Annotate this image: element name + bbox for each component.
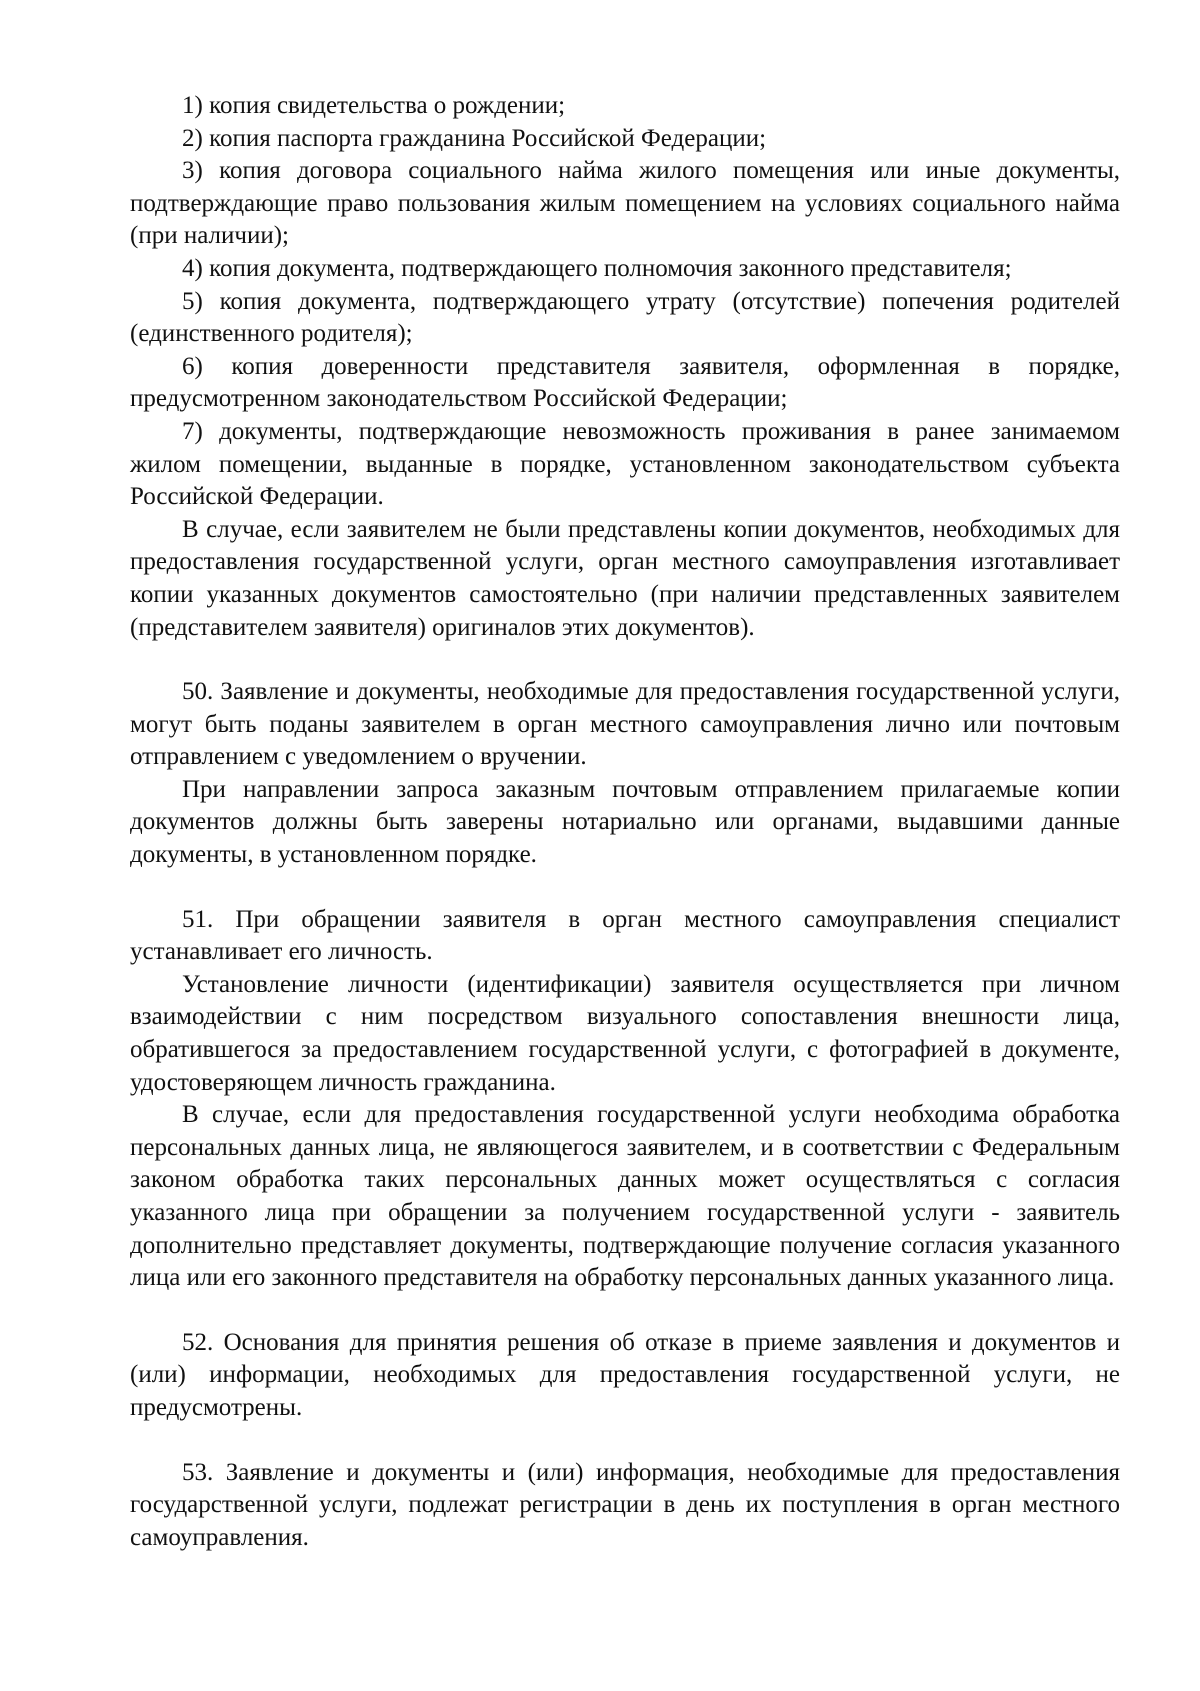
paragraph-mail-copies: При направлении запроса заказным почтовым отправлением прилагаемые копии документов должны быть заверены нотариально или органами, выдавшими данные документы, в установленном порядке.	[130, 775, 1120, 869]
clause-51: 51. При обращении заявителя в орган местного самоуправления специалист устанавливает его личность.	[130, 905, 1120, 966]
paragraph-personal-data: В случае, если для предоставления государственной услуги необходима обработка персональных данных лица, не являющегося заявителем, и в соответствии с Федеральным законом обработка таких персональных данных может осуществляться с согласия указанного лица при обращении за получением государственной услуги - заявитель дополнительно представляет документы, подтверждающие получение согласия указанного лица или его законного представителя на обработку персональных данных указанного лица.	[130, 1101, 1120, 1292]
list-item-1: 1) копия свидетельства о рождении;	[182, 92, 566, 119]
list-item-2: 2) копия паспорта гражданина Российской Федерации;	[182, 124, 767, 152]
paragraph-identification: Установление личности (идентификации) заявителя осуществляется при личном взаимодействии с ним посредством визуального сопоставления внешности лица, обратившегося за предоставлением государственной услуги, с фотографией в документе, удостоверяющем личность гражданина.	[130, 970, 1120, 1096]
list-item-7: 7) документы, подтверждающие невозможность проживания в ранее занимаемом жилом помещении, выданные в порядке, установленном законодательством субъекта Российской Федерации.	[130, 417, 1120, 511]
list-item-5: 5) копия документа, подтверждающего утрату (отсутствие) попечения родителей (единственного родителя);	[130, 287, 1120, 348]
clause-52: 52. Основания для принятия решения об отказе в приеме заявления и документов и (или) информации, необходимых для предоставления государственной услуги, не предусмотрены.	[130, 1328, 1120, 1421]
document-body	[130, 90, 1120, 1554]
clause-53: 53. Заявление и документы и (или) информация, необходимые для предоставления государственной услуги, подлежат регистрации в день их поступления в орган местного самоуправления.	[130, 1458, 1120, 1551]
clause-50: 50. Заявление и документы, необходимые для предоставления государственной услуги, могут быть поданы заявителем в орган местного самоуправления лично или почтовым отправлением с уведомлением о вручении.	[130, 678, 1120, 771]
list-item-4: 4) копия документа, подтверждающего полномочия законного представителя;	[182, 254, 1012, 282]
list-item-6: 6) копия доверенности представителя заявителя, оформленная в порядке, предусмотренном законодательством Российской Федерации;	[130, 352, 1120, 413]
paragraph-copies-note: В случае, если заявителем не были представлены копии документов, необходимых для предоставления государственной услуги, орган местного самоуправления изготавливает копии указанных документов самостоятельно (при наличии представленных заявителем (представителем заявителя) оригиналов этих документов).	[130, 515, 1120, 641]
list-item-3: 3) копия договора социального найма жилого помещения или иные документы, подтверждающие право пользования жилым помещением на условиях социального найма (при наличии);	[130, 157, 1120, 250]
